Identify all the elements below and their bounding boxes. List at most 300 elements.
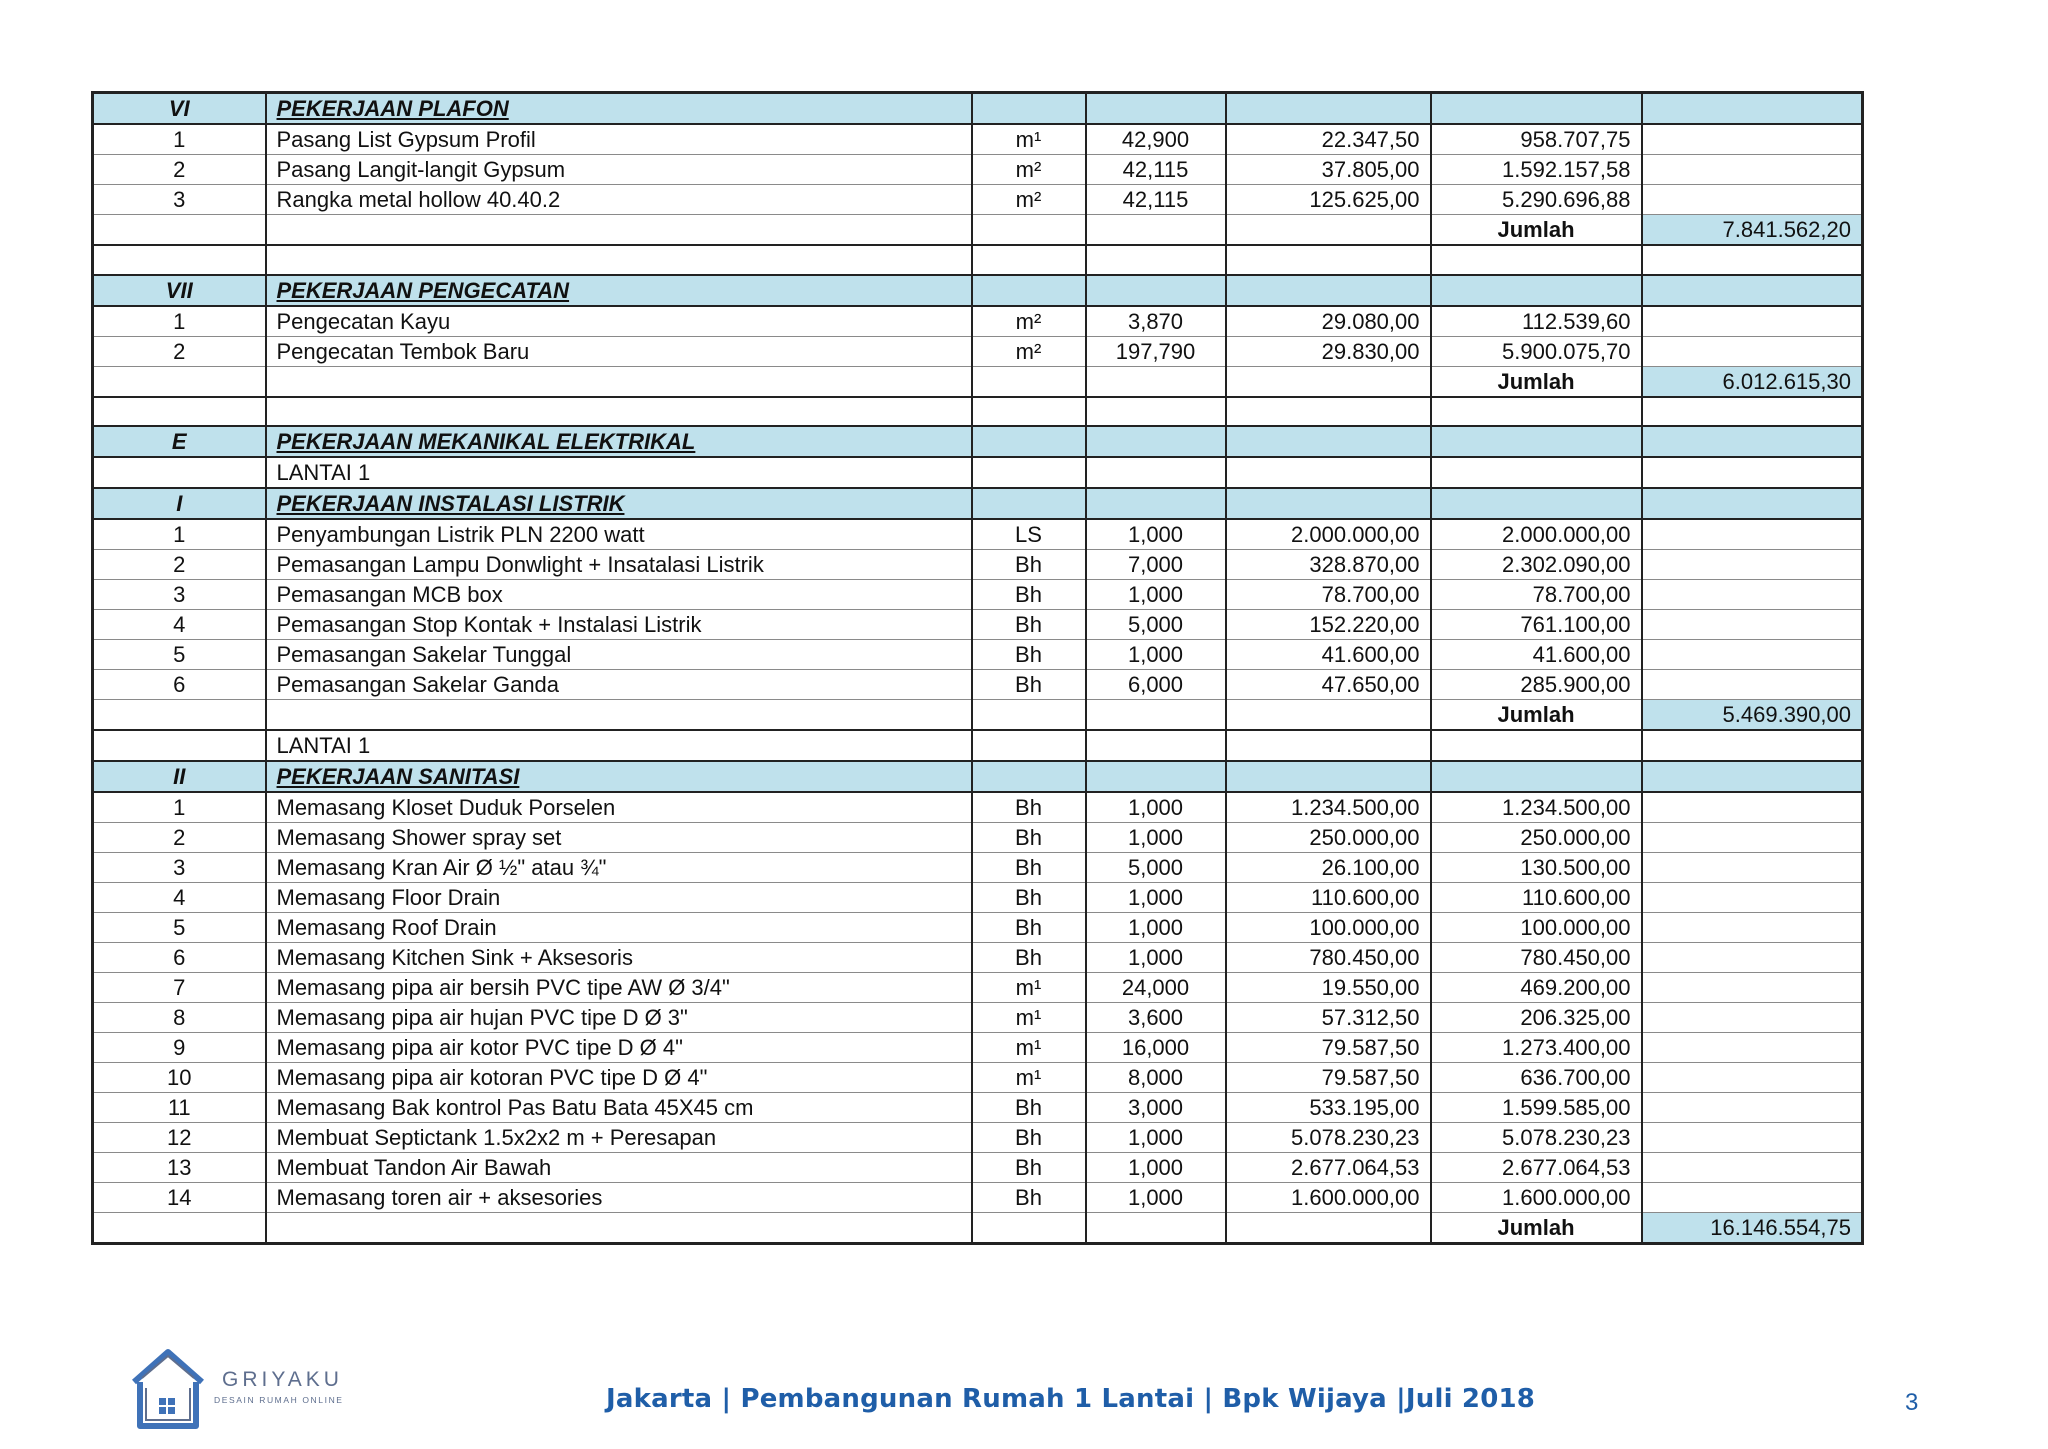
item-volume: 16,000 [1086,1033,1226,1063]
item-volume [1086,730,1226,761]
item-unit-price [1226,730,1431,761]
item-description: Pasang List Gypsum Profil [266,124,972,155]
item-number: 12 [93,1123,266,1153]
section-total [1642,336,1863,366]
item-number: 9 [93,1033,266,1063]
item-description: Pengecatan Tembok Baru [266,336,972,366]
item-unit [972,275,1086,306]
item-amount: 1.599.585,00 [1431,1093,1642,1123]
table-row [93,1063,1863,1093]
item-description: Memasang Bak kontrol Pas Batu Bata 45X45 cm [266,1093,972,1123]
item-unit-price: 22.347,50 [1226,124,1431,155]
item-amount: 780.450,00 [1431,943,1642,973]
section-total [1642,124,1863,155]
item-unit: Bh [972,640,1086,670]
section-total [1642,1123,1863,1153]
item-number [93,700,266,731]
item-number: 5 [93,913,266,943]
item-number: 7 [93,973,266,1003]
item-number: 5 [93,640,266,670]
item-volume: 197,790 [1086,336,1226,366]
item-description: Pasang Langit-langit Gypsum [266,155,972,185]
item-number [93,366,266,397]
table-row [93,670,1863,700]
item-number [93,215,266,246]
item-volume [1086,93,1226,125]
section-total [1642,155,1863,185]
item-amount: 1.600.000,00 [1431,1183,1642,1213]
item-unit: Bh [972,792,1086,823]
item-description [266,397,972,427]
section-total [1642,670,1863,700]
item-amount: 250.000,00 [1431,823,1642,853]
item-amount: 78.700,00 [1431,580,1642,610]
item-description: Memasang Kitchen Sink + Aksesoris [266,943,972,973]
item-amount [1431,761,1642,792]
section-total [1642,185,1863,215]
item-amount: 5.900.075,70 [1431,336,1642,366]
item-volume [1086,700,1226,731]
table-row [93,823,1863,853]
item-unit: m¹ [972,973,1086,1003]
item-number: 4 [93,610,266,640]
section-header-row [93,761,1863,792]
item-volume: 8,000 [1086,1063,1226,1093]
item-volume: 3,870 [1086,306,1226,337]
item-number: II [93,761,266,792]
item-unit-price: 26.100,00 [1226,853,1431,883]
section-total [1642,792,1863,823]
item-unit [972,215,1086,246]
page-number: 3 [1905,1389,1919,1416]
item-number: 2 [93,155,266,185]
item-unit-price [1226,700,1431,731]
item-unit [972,426,1086,457]
section-title: PEKERJAAN INSTALASI LISTRIK [266,488,972,519]
table-row [93,640,1863,670]
item-description: Pemasangan Sakelar Ganda [266,670,972,700]
section-total [1642,93,1863,125]
table-row [93,913,1863,943]
item-amount [1431,275,1642,306]
item-number: 3 [93,853,266,883]
item-unit: m¹ [972,1033,1086,1063]
item-description [266,245,972,275]
item-amount [1431,245,1642,275]
section-total [1642,397,1863,427]
item-unit-price [1226,275,1431,306]
section-total [1642,1063,1863,1093]
item-unit: Bh [972,1183,1086,1213]
table-row [93,973,1863,1003]
item-amount: 761.100,00 [1431,610,1642,640]
item-amount: 1.273.400,00 [1431,1033,1642,1063]
table-row [93,155,1863,185]
item-description: Memasang pipa air hujan PVC tipe D Ø 3" [266,1003,972,1033]
table-row [93,1153,1863,1183]
item-description: Memasang pipa air kotoran PVC tipe D Ø 4" [266,1063,972,1093]
item-unit: m¹ [972,124,1086,155]
item-unit: Bh [972,580,1086,610]
floor-label-row [93,457,1863,488]
item-unit-price: 328.870,00 [1226,550,1431,580]
section-total [1642,1093,1863,1123]
section-total: 6.012.615,30 [1642,366,1863,397]
item-volume [1086,397,1226,427]
item-volume [1086,215,1226,246]
item-description: Membuat Tandon Air Bawah [266,1153,972,1183]
table-row [93,792,1863,823]
item-number: 1 [93,124,266,155]
item-unit [972,488,1086,519]
section-total-row [93,366,1863,397]
section-total-row [93,1213,1863,1244]
item-unit: LS [972,519,1086,550]
item-unit-price: 78.700,00 [1226,580,1431,610]
item-unit-price: 1.234.500,00 [1226,792,1431,823]
item-volume [1086,366,1226,397]
item-unit [972,397,1086,427]
section-total: 16.146.554,75 [1642,1213,1863,1244]
item-amount: 1.592.157,58 [1431,155,1642,185]
item-number: 10 [93,1063,266,1093]
total-label: Jumlah [1431,366,1642,397]
rab-table [91,91,1864,1245]
table-row [93,610,1863,640]
item-description [266,366,972,397]
item-number: E [93,426,266,457]
table-row [93,1183,1863,1213]
section-title: PEKERJAAN MEKANIKAL ELEKTRIKAL [266,426,972,457]
item-unit-price [1226,1213,1431,1244]
section-total [1642,973,1863,1003]
section-total [1642,275,1863,306]
item-amount: 469.200,00 [1431,973,1642,1003]
item-number: VII [93,275,266,306]
item-unit-price: 2.677.064,53 [1226,1153,1431,1183]
item-description: Memasang Shower spray set [266,823,972,853]
section-total [1642,761,1863,792]
item-number: 14 [93,1183,266,1213]
item-volume: 1,000 [1086,580,1226,610]
section-total [1642,853,1863,883]
section-total [1642,550,1863,580]
item-amount [1431,397,1642,427]
item-amount: 636.700,00 [1431,1063,1642,1093]
item-amount [1431,488,1642,519]
item-unit-price [1226,761,1431,792]
item-amount: 5.290.696,88 [1431,185,1642,215]
item-unit-price [1226,457,1431,488]
item-unit-price [1226,215,1431,246]
item-volume: 1,000 [1086,913,1226,943]
item-unit: m¹ [972,1063,1086,1093]
item-unit-price [1226,397,1431,427]
item-description: Pemasangan Sakelar Tunggal [266,640,972,670]
item-unit-price [1226,366,1431,397]
table-row [93,550,1863,580]
table-row [93,943,1863,973]
item-unit-price: 47.650,00 [1226,670,1431,700]
item-description: Pengecatan Kayu [266,306,972,337]
item-unit: m² [972,306,1086,337]
item-unit: m² [972,155,1086,185]
table-row [93,124,1863,155]
item-number: 11 [93,1093,266,1123]
item-volume: 3,600 [1086,1003,1226,1033]
section-header-row [93,93,1863,125]
item-unit [972,1213,1086,1244]
item-unit [972,761,1086,792]
item-unit-price: 29.080,00 [1226,306,1431,337]
item-amount: 2.302.090,00 [1431,550,1642,580]
section-total [1642,1153,1863,1183]
table-row [93,519,1863,550]
table-row [93,883,1863,913]
item-unit-price: 110.600,00 [1226,883,1431,913]
item-volume: 1,000 [1086,1123,1226,1153]
item-amount: 110.600,00 [1431,883,1642,913]
item-unit: Bh [972,913,1086,943]
item-number [93,1213,266,1244]
item-unit: Bh [972,550,1086,580]
item-unit-price: 57.312,50 [1226,1003,1431,1033]
section-total [1642,883,1863,913]
item-volume: 1,000 [1086,519,1226,550]
item-number: 1 [93,792,266,823]
item-description: Pemasangan MCB box [266,580,972,610]
total-label: Jumlah [1431,215,1642,246]
item-volume [1086,275,1226,306]
item-number: 2 [93,823,266,853]
item-unit: m² [972,336,1086,366]
item-volume: 42,115 [1086,185,1226,215]
item-volume: 1,000 [1086,1183,1226,1213]
table-row [93,306,1863,337]
item-unit [972,457,1086,488]
item-amount [1431,730,1642,761]
item-unit-price: 1.600.000,00 [1226,1183,1431,1213]
item-unit [972,700,1086,731]
item-amount: 206.325,00 [1431,1003,1642,1033]
item-unit-price: 79.587,50 [1226,1033,1431,1063]
section-total-row [93,215,1863,246]
item-description: Memasang toren air + aksesories [266,1183,972,1213]
item-unit-price: 41.600,00 [1226,640,1431,670]
table-row [93,853,1863,883]
section-header-row [93,275,1863,306]
footer-project-title: Jakarta | Pembangunan Rumah 1 Lantai | Bpk Wijaya |Juli 2018 [606,1384,1536,1414]
item-description: Memasang pipa air kotor PVC tipe D Ø 4" [266,1033,972,1063]
section-title: PEKERJAAN PLAFON [266,93,972,125]
section-total [1642,245,1863,275]
item-unit [972,730,1086,761]
item-number: 1 [93,519,266,550]
item-number: 2 [93,336,266,366]
section-header-row [93,488,1863,519]
item-number: 13 [93,1153,266,1183]
item-volume: 1,000 [1086,823,1226,853]
item-amount: 100.000,00 [1431,913,1642,943]
item-unit [972,366,1086,397]
item-unit-price: 125.625,00 [1226,185,1431,215]
item-volume: 1,000 [1086,1153,1226,1183]
item-unit: Bh [972,883,1086,913]
section-total [1642,580,1863,610]
item-number: 3 [93,580,266,610]
floor-label-row [93,730,1863,761]
floor-label: LANTAI 1 [266,457,972,488]
item-unit-price: 100.000,00 [1226,913,1431,943]
item-number [93,457,266,488]
item-description: Rangka metal hollow 40.40.2 [266,185,972,215]
item-volume [1086,1213,1226,1244]
section-total [1642,943,1863,973]
item-description: Memasang pipa air bersih PVC tipe AW Ø 3/4" [266,973,972,1003]
item-unit: m¹ [972,1003,1086,1033]
section-total [1642,610,1863,640]
section-total [1642,1183,1863,1213]
item-number: 8 [93,1003,266,1033]
item-description [266,1213,972,1244]
table-row [93,580,1863,610]
item-amount [1431,426,1642,457]
item-volume: 1,000 [1086,640,1226,670]
item-number: 2 [93,550,266,580]
item-unit: Bh [972,1123,1086,1153]
table-row [93,336,1863,366]
item-unit: Bh [972,823,1086,853]
item-amount: 41.600,00 [1431,640,1642,670]
item-volume: 1,000 [1086,943,1226,973]
item-unit-price: 5.078.230,23 [1226,1123,1431,1153]
item-number [93,397,266,427]
item-unit: Bh [972,853,1086,883]
item-description: Memasang Kloset Duduk Porselen [266,792,972,823]
item-volume [1086,457,1226,488]
item-amount [1431,457,1642,488]
item-description: Memasang Kran Air Ø ½" atau ¾" [266,853,972,883]
item-volume: 5,000 [1086,853,1226,883]
item-description: Memasang Floor Drain [266,883,972,913]
rab-table-body [93,93,1863,1244]
section-total [1642,457,1863,488]
item-unit [972,245,1086,275]
table-row [93,1093,1863,1123]
section-total [1642,730,1863,761]
section-total [1642,519,1863,550]
item-unit: Bh [972,943,1086,973]
item-number: VI [93,93,266,125]
item-unit-price: 37.805,00 [1226,155,1431,185]
item-amount: 2.677.064,53 [1431,1153,1642,1183]
blank-row [93,245,1863,275]
total-label: Jumlah [1431,1213,1642,1244]
table-row [93,1123,1863,1153]
table-row [93,185,1863,215]
item-volume: 42,900 [1086,124,1226,155]
item-unit: m² [972,185,1086,215]
section-total [1642,306,1863,337]
item-unit-price: 2.000.000,00 [1226,519,1431,550]
item-number: 6 [93,670,266,700]
section-total [1642,823,1863,853]
item-unit-price [1226,93,1431,125]
item-volume: 5,000 [1086,610,1226,640]
item-description: Membuat Septictank 1.5x2x2 m + Peresapan [266,1123,972,1153]
item-volume: 7,000 [1086,550,1226,580]
item-description: Pemasangan Stop Kontak + Instalasi Listrik [266,610,972,640]
section-total [1642,488,1863,519]
item-unit-price [1226,488,1431,519]
item-unit-price: 29.830,00 [1226,336,1431,366]
item-volume: 3,000 [1086,1093,1226,1123]
section-total: 7.841.562,20 [1642,215,1863,246]
section-total-row [93,700,1863,731]
item-volume [1086,426,1226,457]
item-number: 4 [93,883,266,913]
item-volume: 42,115 [1086,155,1226,185]
item-description [266,700,972,731]
item-amount: 112.539,60 [1431,306,1642,337]
item-unit-price: 250.000,00 [1226,823,1431,853]
section-total [1642,1003,1863,1033]
brand-tagline: DESAIN RUMAH ONLINE [214,1395,344,1405]
item-volume: 6,000 [1086,670,1226,700]
item-description [266,215,972,246]
floor-label: LANTAI 1 [266,730,972,761]
item-unit: Bh [972,610,1086,640]
item-unit-price [1226,426,1431,457]
item-unit-price: 79.587,50 [1226,1063,1431,1093]
item-number: 1 [93,306,266,337]
item-amount: 2.000.000,00 [1431,519,1642,550]
item-number: I [93,488,266,519]
item-volume [1086,245,1226,275]
item-unit: Bh [972,1153,1086,1183]
item-volume: 1,000 [1086,792,1226,823]
item-number: 3 [93,185,266,215]
item-amount: 285.900,00 [1431,670,1642,700]
item-amount: 130.500,00 [1431,853,1642,883]
item-unit: Bh [972,670,1086,700]
item-unit-price: 19.550,00 [1226,973,1431,1003]
item-description: Pemasangan Lampu Donwlight + Insatalasi Listrik [266,550,972,580]
item-unit [972,93,1086,125]
total-label: Jumlah [1431,700,1642,731]
item-number: 6 [93,943,266,973]
item-amount: 5.078.230,23 [1431,1123,1642,1153]
brand-name: GRIYAKU [222,1368,343,1391]
item-unit-price: 533.195,00 [1226,1093,1431,1123]
section-header-row [93,426,1863,457]
table-row [93,1003,1863,1033]
section-total [1642,913,1863,943]
section-total [1642,640,1863,670]
item-unit: Bh [972,1093,1086,1123]
item-description: Penyambungan Listrik PLN 2200 watt [266,519,972,550]
item-amount: 958.707,75 [1431,124,1642,155]
section-total: 5.469.390,00 [1642,700,1863,731]
item-unit-price: 780.450,00 [1226,943,1431,973]
item-unit-price: 152.220,00 [1226,610,1431,640]
item-volume: 24,000 [1086,973,1226,1003]
item-description: Memasang Roof Drain [266,913,972,943]
item-number [93,730,266,761]
item-amount [1431,93,1642,125]
section-title: PEKERJAAN SANITASI [266,761,972,792]
blank-row [93,397,1863,427]
